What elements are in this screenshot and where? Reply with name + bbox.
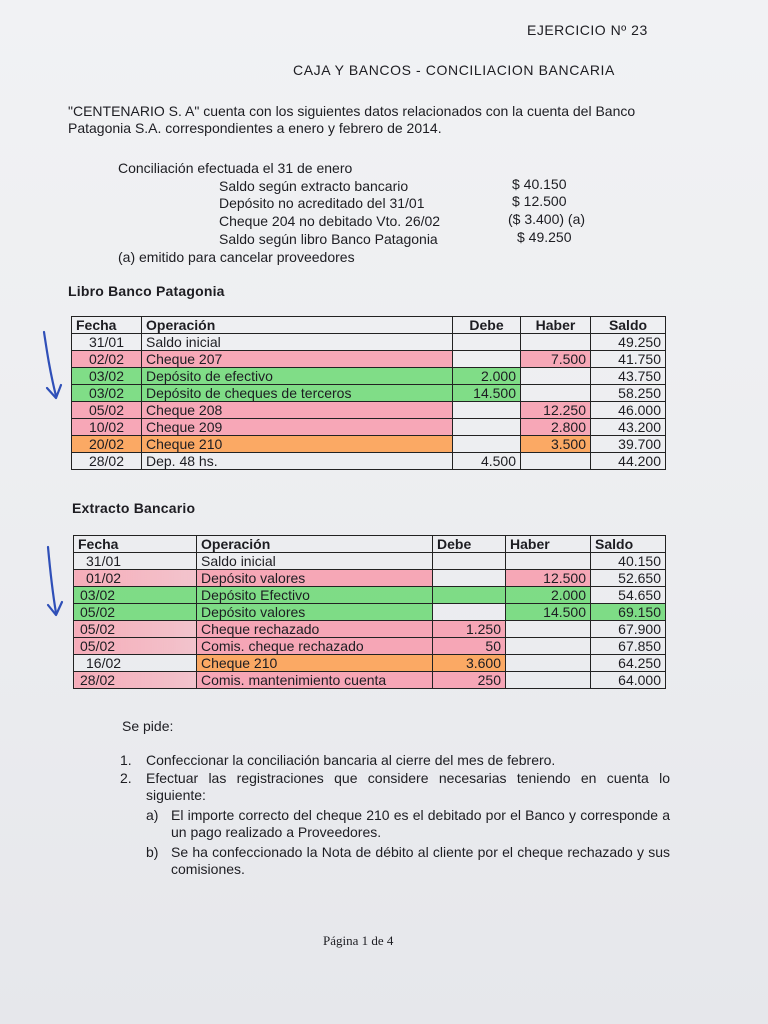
cell-operacion: Cheque rechazado [197,621,433,638]
cell-saldo: 46.000 [591,402,666,419]
cell-haber: 12.250 [521,402,591,419]
cell-haber: 12.500 [506,570,591,587]
cell-debe [433,553,506,570]
cell-debe [453,351,521,368]
cell-debe [433,587,506,604]
table-row [72,402,666,419]
cell-fecha: 28/02 [74,672,197,689]
cell-haber [521,334,591,351]
cell-operacion: Depósito de efectivo [142,368,453,385]
cell-fecha: 05/02 [74,638,197,655]
conciliation-value: ($ 3.400) (a) [508,211,586,227]
table-row [72,351,666,368]
column-header: Debe [453,317,521,334]
cell-haber: 14.500 [506,604,591,621]
conciliation-label: Cheque 204 no debitado Vto. 26/02 [219,213,441,229]
cell-operacion: Saldo inicial [197,553,433,570]
cell-fecha: 05/02 [74,621,197,638]
cell-haber [506,638,591,655]
cell-fecha: 01/02 [74,570,197,587]
cell-operacion: Comis. mantenimiento cuenta [197,672,433,689]
requirements-label: Se pide: [122,718,174,734]
cell-haber [521,385,591,402]
column-header: Saldo [591,536,666,553]
table-row [72,385,666,402]
pen-arrow-icon [38,330,68,410]
intro-paragraph: "CENTENARIO S. A" cuenta con los siguientes datos relacionados con la cuenta del Banco Patagonia S.A. correspondientes a enero y febrero de 2014. [68,103,636,136]
extracto-title: Extracto Bancario [72,500,196,516]
cell-fecha: 03/02 [72,385,142,402]
list-item: Se ha confeccionado la Nota de débito al cliente por el cheque rechazado y sus comisiones. [171,844,670,877]
cell-saldo: 49.250 [591,334,666,351]
cell-fecha: 28/02 [72,453,142,470]
cell-haber [506,655,591,672]
cell-haber: 2.800 [521,419,591,436]
list-letter: a) [146,807,159,823]
table-row [72,368,666,385]
cell-haber: 3.500 [521,436,591,453]
cell-saldo: 58.250 [591,385,666,402]
conciliation-value: $ 12.500 [512,193,567,209]
cell-fecha: 31/01 [72,334,142,351]
cell-saldo: 67.900 [591,621,666,638]
cell-fecha: 16/02 [74,655,197,672]
libro-title: Libro Banco Patagonia [68,283,225,299]
cell-fecha: 05/02 [72,402,142,419]
cell-saldo: 43.750 [591,368,666,385]
cell-saldo: 64.000 [591,672,666,689]
extracto-table [73,535,666,689]
list-letter: b) [146,844,159,860]
cell-debe: 3.600 [433,655,506,672]
cell-fecha: 03/02 [72,368,142,385]
table-row [74,655,666,672]
cell-saldo: 40.150 [591,553,666,570]
cell-debe: 250 [433,672,506,689]
cell-debe: 50 [433,638,506,655]
cell-debe: 1.250 [433,621,506,638]
cell-operacion: Comis. cheque rechazado [197,638,433,655]
table-row [74,621,666,638]
cell-saldo: 64.250 [591,655,666,672]
cell-debe [453,419,521,436]
conciliation-label: Depósito no acreditado del 31/01 [219,195,425,211]
list-item: Efectuar las registraciones que considere necesarias teniendo en cuenta lo siguiente: [146,770,670,803]
conciliation-label: Saldo según extracto bancario [219,178,409,194]
cell-haber [521,453,591,470]
cell-operacion: Saldo inicial [142,334,453,351]
pen-arrow-icon [40,545,70,625]
cell-operacion: Cheque 209 [142,419,453,436]
column-header: Fecha [72,317,142,334]
cell-operacion: Depósito Efectivo [197,587,433,604]
cell-saldo: 54.650 [591,587,666,604]
cell-operacion: Cheque 210 [197,655,433,672]
cell-saldo: 67.850 [591,638,666,655]
cell-debe [453,402,521,419]
conciliation-note: (a) emitido para cancelar proveedores [118,249,355,265]
cell-haber [521,368,591,385]
cell-operacion: Dep. 48 hs. [142,453,453,470]
conciliation-heading: Conciliación efectuada el 31 de enero [118,160,353,176]
cell-debe: 4.500 [453,453,521,470]
cell-operacion: Depósito valores [197,604,433,621]
cell-fecha: 03/02 [74,587,197,604]
column-header: Operación [142,317,453,334]
cell-fecha: 20/02 [72,436,142,453]
table-row [72,453,666,470]
cell-operacion: Cheque 208 [142,402,453,419]
cell-fecha: 10/02 [72,419,142,436]
cell-debe [453,334,521,351]
table-row [74,587,666,604]
list-number: 1. [120,752,132,768]
page-number: Página 1 de 4 [323,933,394,948]
table-row [72,334,666,351]
conciliation-value: $ 49.250 [517,229,572,245]
cell-haber [506,672,591,689]
conciliation-value: $ 40.150 [512,176,567,192]
cell-fecha: 02/02 [72,351,142,368]
cell-saldo: 69.150 [591,604,666,621]
conciliation-label: Saldo según libro Banco Patagonia [219,231,438,247]
cell-operacion: Cheque 207 [142,351,453,368]
column-header: Fecha [74,536,197,553]
list-number: 2. [120,770,132,786]
cell-debe: 2.000 [453,368,521,385]
cell-fecha: 05/02 [74,604,197,621]
column-header: Operación [197,536,433,553]
cell-saldo: 39.700 [591,436,666,453]
cell-debe: 14.500 [453,385,521,402]
cell-haber [506,621,591,638]
cell-operacion: Depósito de cheques de terceros [142,385,453,402]
cell-saldo: 43.200 [591,419,666,436]
column-header: Saldo [591,317,666,334]
column-header: Haber [506,536,591,553]
table-row [74,638,666,655]
cell-haber: 2.000 [506,587,591,604]
table-header-row [72,317,666,334]
cell-fecha: 31/01 [74,553,197,570]
table-row [72,436,666,453]
exercise-number: EJERCICIO Nº 23 [527,22,648,38]
column-header: Debe [433,536,506,553]
cell-saldo: 44.200 [591,453,666,470]
table-row [74,604,666,621]
cell-saldo: 41.750 [591,351,666,368]
cell-operacion: Cheque 210 [142,436,453,453]
list-item: Confeccionar la conciliación bancaria al cierre del mes de febrero. [146,752,556,768]
cell-debe [433,570,506,587]
table-header-row [74,536,666,553]
cell-haber [506,553,591,570]
table-row [74,570,666,587]
cell-haber: 7.500 [521,351,591,368]
list-item: El importe correcto del cheque 210 es el debitado por el Banco y corresponde a un pago realizado a Proveedores. [171,807,670,840]
libro-table [71,316,666,470]
cell-saldo: 52.650 [591,570,666,587]
table-row [74,672,666,689]
page-title: CAJA Y BANCOS - CONCILIACION BANCARIA [293,62,615,78]
column-header: Haber [521,317,591,334]
cell-operacion: Depósito valores [197,570,433,587]
cell-debe [433,604,506,621]
table-row [74,553,666,570]
cell-debe [453,436,521,453]
table-row [72,419,666,436]
